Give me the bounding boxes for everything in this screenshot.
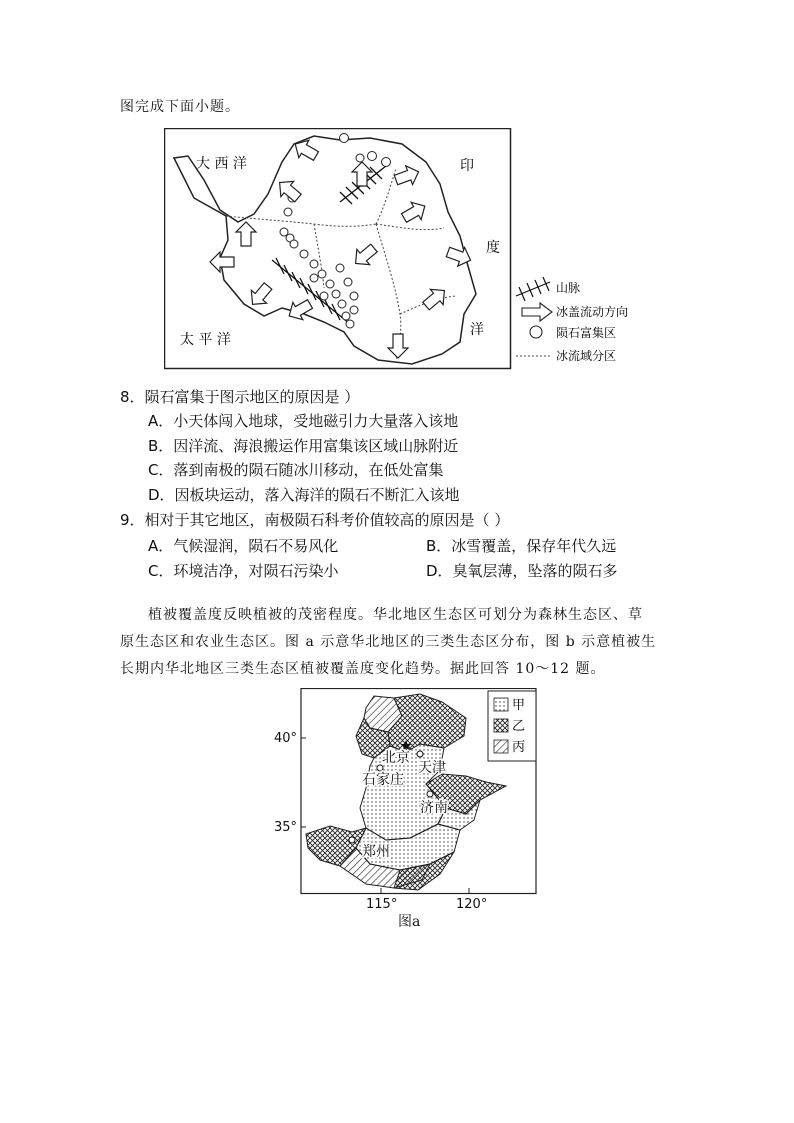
legend-mountain: 山脉 [556, 281, 581, 295]
figure-a-caption: 图a [398, 914, 421, 930]
lon-115-label: 115° [366, 897, 398, 910]
city-beijing: 北京 [382, 750, 410, 766]
label-atlantic: 大 西 洋 [196, 156, 247, 172]
zhengzhou-marker-icon [349, 837, 355, 843]
city-shijiazhuang: 石家庄 [362, 772, 404, 788]
q8-option-b: B．因洋流、海浪搬运作用富集该区域山脉附近 [148, 437, 459, 455]
intro-text: 图完成下面小题。 [120, 99, 240, 115]
legend-ice-flow: 冰盖流动方向 [556, 305, 629, 319]
q9-option-d: D．臭氧层薄，坠落的陨石多 [426, 562, 618, 580]
north-china-map [270, 688, 540, 910]
city-zhengzhou: 郑州 [362, 844, 390, 860]
mountain-legend-icon [516, 277, 550, 301]
legend-bing: 丙 [512, 740, 526, 755]
jinan-marker-icon [427, 791, 433, 797]
city-jinan: 济南 [420, 800, 448, 816]
arrow-legend-icon [522, 303, 552, 321]
passage-text-1: 植被覆盖度反映植被的茂密程度。华北地区生态区可划分为森林生态区、草 [148, 607, 643, 623]
question-9-stem: 9．相对于其它地区，南极陨石科考价值较高的原因是（ ） [120, 511, 510, 529]
legend-meteorite: 陨石富集区 [556, 326, 617, 340]
q8-option-c: C．落到南极的陨石随冰川移动，在低处富集 [148, 461, 444, 479]
question-8-stem: 8．陨石富集于图示地区的原因是 ） [120, 388, 360, 406]
map1-legend [516, 277, 628, 363]
legend-basin: 冰流域分区 [556, 349, 617, 363]
map2-legend [488, 691, 536, 761]
legend-bing-swatch [494, 740, 508, 753]
passage-line-2: 原生态区和农业生态区。图 a 示意华北地区的三类生态区分布，图 b 示意植被生 [120, 634, 657, 650]
lat-35-label: 35° [274, 820, 298, 835]
legend-jia-swatch [494, 698, 508, 711]
q9-option-a: A．气候湿润，陨石不易风化 [148, 537, 339, 555]
q8-option-d: D．因板块运动，落入海洋的陨石不断汇入该地 [148, 486, 460, 504]
label-indian-2: 度 [486, 240, 500, 256]
antarctica-map [164, 128, 654, 372]
legend-yi: 乙 [512, 719, 526, 734]
circle-legend-icon [530, 326, 542, 338]
lon-120-label: 120° [456, 897, 488, 910]
legend-yi-swatch [494, 719, 508, 732]
label-indian-3: 洋 [470, 322, 484, 338]
tianjin-marker-icon [417, 751, 423, 757]
q8-option-a: A．小天体闯入地球，受地磁引力大量落入该地 [148, 412, 459, 430]
city-tianjin: 天津 [418, 760, 446, 776]
lat-40-label: 40° [274, 731, 298, 746]
q9-option-b: B．冰雪覆盖，保存年代久远 [426, 537, 617, 555]
passage-line-1 [120, 602, 680, 629]
passage-line-3: 长期内华北地区三类生态区植被覆盖度变化趋势。据此回答 10～12 题。 [120, 661, 606, 677]
label-indian-1: 印 [460, 158, 474, 174]
q9-option-c: C．环境洁净，对陨石污染小 [148, 562, 339, 580]
label-pacific: 太 平 洋 [180, 332, 231, 348]
legend-jia: 甲 [512, 698, 526, 713]
